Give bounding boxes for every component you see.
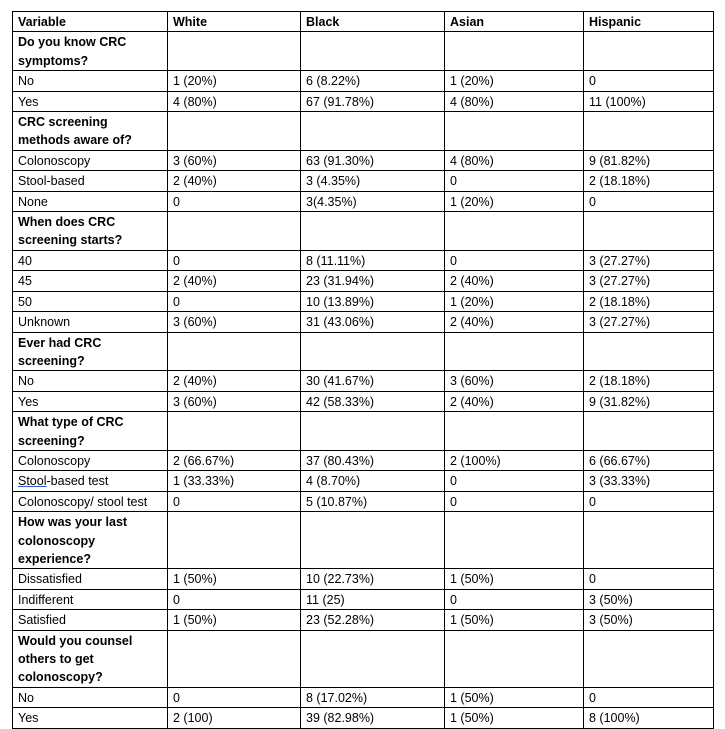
cell-variable: Yes — [13, 391, 168, 411]
question-row — [13, 32, 714, 71]
empty-cell — [445, 212, 584, 251]
cell-variable: Colonoscopy — [13, 150, 168, 170]
empty-cell — [301, 630, 445, 687]
cell-variable: Yes — [13, 91, 168, 111]
cell-variable: Stool-based — [13, 171, 168, 191]
cell-variable: 45 — [13, 271, 168, 291]
table-row — [13, 91, 714, 111]
cell-hispanic: 8 (100%) — [584, 708, 714, 728]
table-row — [13, 150, 714, 170]
table-row — [13, 291, 714, 311]
empty-cell — [168, 412, 301, 451]
cell-variable: Colonoscopy — [13, 450, 168, 470]
question-label: When does CRC screening starts? — [13, 212, 168, 251]
question-row — [13, 332, 714, 371]
cell-hispanic: 2 (18.18%) — [584, 371, 714, 391]
cell-asian: 1 (50%) — [445, 569, 584, 589]
cell-black: 8 (17.02%) — [301, 687, 445, 707]
empty-cell — [168, 512, 301, 569]
empty-cell — [445, 412, 584, 451]
cell-variable: Satisfied — [13, 610, 168, 630]
cell-hispanic: 0 — [584, 491, 714, 511]
cell-black: 42 (58.33%) — [301, 391, 445, 411]
cell-black: 5 (10.87%) — [301, 491, 445, 511]
cell-white: 1 (20%) — [168, 71, 301, 91]
empty-cell — [301, 32, 445, 71]
cell-asian: 1 (50%) — [445, 708, 584, 728]
table-row — [13, 450, 714, 470]
cell-white: 0 — [168, 291, 301, 311]
cell-hispanic: 0 — [584, 191, 714, 211]
cell-hispanic: 9 (31.82%) — [584, 391, 714, 411]
question-label: CRC screening methods aware of? — [13, 112, 168, 151]
cell-asian: 2 (100%) — [445, 450, 584, 470]
question-row — [13, 412, 714, 451]
cell-hispanic: 0 — [584, 569, 714, 589]
empty-cell — [445, 332, 584, 371]
header-black: Black — [301, 12, 445, 32]
question-label: Do you know CRC symptoms? — [13, 32, 168, 71]
table-row — [13, 271, 714, 291]
question-row — [13, 112, 714, 151]
cell-variable: Yes — [13, 708, 168, 728]
cell-hispanic: 9 (81.82%) — [584, 150, 714, 170]
table-row — [13, 312, 714, 332]
cell-white: 0 — [168, 191, 301, 211]
question-row — [13, 512, 714, 569]
cell-text: -based test — [46, 474, 109, 489]
cell-asian: 1 (20%) — [445, 291, 584, 311]
cell-black: 37 (80.43%) — [301, 450, 445, 470]
cell-white: 3 (60%) — [168, 312, 301, 332]
cell-variable: No — [13, 371, 168, 391]
cell-asian: 0 — [445, 471, 584, 491]
empty-cell — [168, 32, 301, 71]
cell-black: 11 (25) — [301, 589, 445, 609]
header-asian: Asian — [445, 12, 584, 32]
cell-white: 3 (60%) — [168, 150, 301, 170]
cell-white: 0 — [168, 589, 301, 609]
empty-cell — [584, 412, 714, 451]
cell-white: 2 (66.67%) — [168, 450, 301, 470]
empty-cell — [301, 512, 445, 569]
cell-hispanic: 11 (100%) — [584, 91, 714, 111]
cell-asian: 3 (60%) — [445, 371, 584, 391]
cell-black: 67 (91.78%) — [301, 91, 445, 111]
cell-black: 4 (8.70%) — [301, 471, 445, 491]
question-row — [13, 212, 714, 251]
empty-cell — [301, 212, 445, 251]
question-row — [13, 630, 714, 687]
cell-white: 0 — [168, 687, 301, 707]
empty-cell — [168, 630, 301, 687]
table-row — [13, 71, 714, 91]
empty-cell — [445, 512, 584, 569]
cell-asian: 2 (40%) — [445, 312, 584, 332]
cell-hispanic: 3 (27.27%) — [584, 312, 714, 332]
table-body — [13, 12, 714, 729]
cell-black: 10 (22.73%) — [301, 569, 445, 589]
cell-variable: 50 — [13, 291, 168, 311]
table-row — [13, 708, 714, 728]
empty-cell — [168, 332, 301, 371]
table-row — [13, 171, 714, 191]
cell-asian: 1 (50%) — [445, 687, 584, 707]
empty-cell — [168, 212, 301, 251]
question-label: Would you counsel others to get colonoscopy? — [13, 630, 168, 687]
cell-white: 3 (60%) — [168, 391, 301, 411]
empty-cell — [584, 112, 714, 151]
cell-asian: 0 — [445, 589, 584, 609]
cell-variable: Unknown — [13, 312, 168, 332]
cell-white: 0 — [168, 491, 301, 511]
header-hispanic: Hispanic — [584, 12, 714, 32]
cell-black: 3 (4.35%) — [301, 171, 445, 191]
cell-variable — [13, 471, 168, 491]
cell-black: 30 (41.67%) — [301, 371, 445, 391]
empty-cell — [301, 412, 445, 451]
cell-white: 1 (50%) — [168, 610, 301, 630]
question-label: What type of CRC screening? — [13, 412, 168, 451]
empty-cell — [584, 332, 714, 371]
cell-black: 10 (13.89%) — [301, 291, 445, 311]
empty-cell — [445, 112, 584, 151]
cell-variable: No — [13, 687, 168, 707]
cell-variable: Dissatisfied — [13, 569, 168, 589]
underlined-word: Stool — [18, 474, 47, 489]
cell-asian: 1 (20%) — [445, 191, 584, 211]
empty-cell — [301, 332, 445, 371]
cell-asian: 0 — [445, 491, 584, 511]
question-label: How was your last colonoscopy experience? — [13, 512, 168, 569]
empty-cell — [445, 32, 584, 71]
cell-black: 39 (82.98%) — [301, 708, 445, 728]
cell-hispanic: 3 (27.27%) — [584, 250, 714, 270]
header-white: White — [168, 12, 301, 32]
cell-asian: 0 — [445, 250, 584, 270]
cell-variable: No — [13, 71, 168, 91]
table-row — [13, 589, 714, 609]
cell-white: 2 (40%) — [168, 371, 301, 391]
table-row — [13, 569, 714, 589]
empty-cell — [168, 112, 301, 151]
cell-black: 6 (8.22%) — [301, 71, 445, 91]
cell-asian: 0 — [445, 171, 584, 191]
cell-asian: 1 (20%) — [445, 71, 584, 91]
cell-hispanic: 3 (50%) — [584, 589, 714, 609]
table-row — [13, 687, 714, 707]
cell-asian: 1 (50%) — [445, 610, 584, 630]
cell-variable: Indifferent — [13, 589, 168, 609]
cell-hispanic: 2 (18.18%) — [584, 291, 714, 311]
cell-hispanic: 6 (66.67%) — [584, 450, 714, 470]
cell-white: 2 (100) — [168, 708, 301, 728]
empty-cell — [301, 112, 445, 151]
table-row — [13, 371, 714, 391]
empty-cell — [584, 512, 714, 569]
empty-cell — [584, 630, 714, 687]
cell-white: 2 (40%) — [168, 171, 301, 191]
cell-asian: 4 (80%) — [445, 91, 584, 111]
cell-variable: None — [13, 191, 168, 211]
cell-white: 2 (40%) — [168, 271, 301, 291]
cell-hispanic: 0 — [584, 687, 714, 707]
table-row — [13, 391, 714, 411]
cell-hispanic: 2 (18.18%) — [584, 171, 714, 191]
cell-black: 3(4.35%) — [301, 191, 445, 211]
cell-variable: Colonoscopy/ stool test — [13, 491, 168, 511]
cell-hispanic: 3 (27.27%) — [584, 271, 714, 291]
cell-white: 1 (50%) — [168, 569, 301, 589]
cell-black: 23 (31.94%) — [301, 271, 445, 291]
cell-white: 0 — [168, 250, 301, 270]
empty-cell — [584, 212, 714, 251]
table-row — [13, 250, 714, 270]
cell-asian: 2 (40%) — [445, 271, 584, 291]
cell-hispanic: 0 — [584, 71, 714, 91]
cell-white: 4 (80%) — [168, 91, 301, 111]
table-row — [13, 610, 714, 630]
header-row — [13, 12, 714, 32]
table-row — [13, 191, 714, 211]
question-label: Ever had CRC screening? — [13, 332, 168, 371]
cell-black: 31 (43.06%) — [301, 312, 445, 332]
cell-variable: 40 — [13, 250, 168, 270]
cell-hispanic: 3 (50%) — [584, 610, 714, 630]
table-row — [13, 471, 714, 491]
header-variable: Variable — [13, 12, 168, 32]
table-row — [13, 491, 714, 511]
survey-table — [12, 11, 714, 729]
empty-cell — [584, 32, 714, 71]
cell-black: 8 (11.11%) — [301, 250, 445, 270]
cell-asian: 2 (40%) — [445, 391, 584, 411]
empty-cell — [445, 630, 584, 687]
cell-asian: 4 (80%) — [445, 150, 584, 170]
cell-black: 63 (91.30%) — [301, 150, 445, 170]
cell-hispanic: 3 (33.33%) — [584, 471, 714, 491]
cell-black: 23 (52.28%) — [301, 610, 445, 630]
cell-white: 1 (33.33%) — [168, 471, 301, 491]
